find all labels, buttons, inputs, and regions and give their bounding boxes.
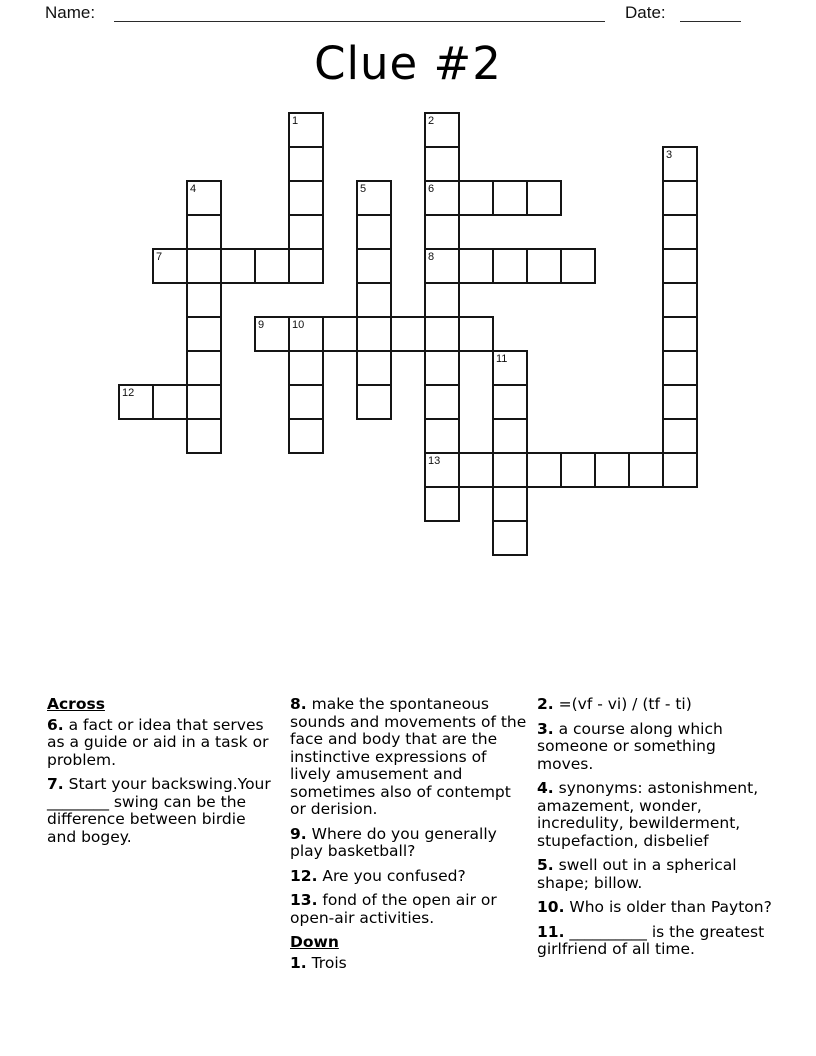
date-blank-line — [680, 21, 741, 22]
clue-item: 6. a fact or idea that serves as a guide or aid in a task or problem. — [47, 715, 269, 769]
grid-cell — [288, 418, 324, 454]
clue-number: 5. — [537, 856, 554, 874]
grid-cell — [662, 282, 698, 318]
grid-cell — [594, 452, 630, 488]
grid-cell — [288, 146, 324, 182]
grid-cell — [492, 452, 528, 488]
grid-cell — [356, 384, 392, 420]
grid-cell — [288, 112, 324, 148]
grid-cell — [356, 248, 392, 284]
grid-cell — [220, 248, 256, 284]
cell-number: 4 — [190, 183, 197, 195]
grid-cell — [424, 316, 460, 352]
clue-item: 3. a course along which someone or something moves. — [537, 719, 723, 773]
page-title: Clue #2 — [314, 37, 502, 90]
grid-cell — [492, 486, 528, 522]
grid-cell — [390, 316, 426, 352]
grid-cell — [356, 316, 392, 352]
grid-cell — [424, 248, 460, 284]
date-label: Date: — [625, 3, 666, 22]
grid-cell — [424, 384, 460, 420]
grid-cell — [662, 350, 698, 386]
grid-cell — [424, 146, 460, 182]
grid-cell — [662, 248, 698, 284]
grid-cell — [628, 452, 664, 488]
clue-item: 5. swell out in a spherical shape; billow. — [537, 856, 737, 892]
grid-cell — [186, 214, 222, 250]
clue-number: 3. — [537, 719, 554, 738]
cell-number: 8 — [428, 251, 435, 263]
grid-cell — [424, 418, 460, 454]
grid-cell — [560, 248, 596, 284]
grid-cell — [492, 350, 528, 386]
clue-number: 4. — [537, 779, 554, 797]
grid-cell — [662, 180, 698, 216]
clue-item: 8. make the spontaneous sounds and movements of the face and body that are the instinctive expressions of lively amusement and sometimes also of contempt or derision. — [290, 695, 527, 818]
cell-number: 11 — [496, 353, 508, 365]
grid-cell — [288, 316, 324, 352]
clue-item: 11. __________ is the greatest girlfriend of all time. — [537, 922, 765, 958]
cell-number: 6 — [428, 183, 435, 195]
grid-cell — [186, 418, 222, 454]
grid-cell — [254, 248, 290, 284]
clue-column — [537, 696, 773, 966]
grid-cell — [662, 418, 698, 454]
grid-cell — [424, 486, 460, 522]
grid-cell — [492, 520, 528, 556]
grid-cell — [152, 248, 188, 284]
grid-cell — [322, 316, 358, 352]
clue-number: 11. — [537, 922, 565, 941]
grid-cell — [492, 180, 528, 216]
clue-section-heading: Down — [290, 933, 339, 951]
grid-cell — [424, 214, 460, 250]
grid-cell — [186, 248, 222, 284]
grid-cell — [526, 180, 562, 216]
grid-cell — [492, 418, 528, 454]
cell-number: 3 — [666, 149, 673, 161]
cell-number: 2 — [428, 115, 435, 127]
clue-column — [290, 696, 528, 979]
grid-cell — [152, 384, 188, 420]
clue-section-heading: Across — [47, 695, 105, 713]
grid-cell — [356, 282, 392, 318]
grid-cell — [492, 248, 528, 284]
grid-cell — [424, 452, 460, 488]
grid-cell — [526, 248, 562, 284]
clue-item: 9. Where do you generally play basketball? — [290, 824, 497, 860]
grid-cell — [424, 180, 460, 216]
clue-item: 1. Trois — [290, 953, 347, 972]
cell-number: 7 — [156, 251, 163, 263]
clue-number: 2. — [537, 695, 554, 713]
grid-cell — [288, 180, 324, 216]
clue-number: 12. — [290, 866, 318, 885]
cell-number: 9 — [258, 319, 265, 331]
clue-number: 13. — [290, 891, 318, 909]
grid-cell — [356, 350, 392, 386]
crossword-grid — [118, 112, 698, 556]
grid-cell — [560, 452, 596, 488]
grid-cell — [356, 180, 392, 216]
grid-cell — [662, 214, 698, 250]
grid-cell — [288, 384, 324, 420]
cell-number: 1 — [292, 115, 299, 127]
name-label: Name: — [45, 3, 96, 22]
grid-cell — [662, 146, 698, 182]
grid-cell — [458, 180, 494, 216]
grid-cell — [118, 384, 154, 420]
grid-cell — [424, 282, 460, 318]
grid-cell — [186, 384, 222, 420]
grid-cell — [186, 180, 222, 216]
grid-cell — [288, 248, 324, 284]
clue-item: 2. =(vf - vi) / (tf - ti) — [537, 695, 692, 713]
grid-cell — [186, 282, 222, 318]
grid-cell — [356, 214, 392, 250]
grid-cell — [186, 350, 222, 386]
cell-number: 13 — [428, 455, 441, 467]
grid-cell — [662, 452, 698, 488]
clue-number: 8. — [290, 695, 307, 713]
clue-item: 7. Start your backswing.Your ________ swing can be the difference between birdie and bogey. — [47, 775, 271, 846]
grid-cell — [458, 452, 494, 488]
clue-item: 4. synonyms: astonishment, amazement, wonder, incredulity, bewilderment, stupefaction, disbelief — [537, 779, 759, 850]
grid-cell — [662, 316, 698, 352]
cell-number: 12 — [122, 387, 135, 399]
cell-number: 10 — [292, 319, 305, 331]
grid-cell — [288, 350, 324, 386]
clue-item: 13. fond of the open air or open-air activities. — [290, 891, 497, 927]
clue-number: 1. — [290, 953, 307, 972]
grid-cell — [288, 214, 324, 250]
clue-number: 6. — [47, 715, 64, 734]
grid-cell — [458, 316, 494, 352]
clue-number: 9. — [290, 824, 307, 843]
grid-cell — [662, 384, 698, 420]
cell-number: 5 — [360, 183, 367, 195]
grid-cell — [254, 316, 290, 352]
grid-cell — [424, 112, 460, 148]
grid-cell — [186, 316, 222, 352]
clue-item: 12. Are you confused? — [290, 866, 466, 885]
clue-number: 10. — [537, 898, 565, 916]
grid-cell — [492, 384, 528, 420]
name-blank-line — [114, 21, 605, 22]
grid-cell — [526, 452, 562, 488]
grid-cell — [458, 248, 494, 284]
clue-column — [47, 696, 279, 853]
grid-cell — [424, 350, 460, 386]
clue-number: 7. — [47, 775, 64, 793]
clue-item: 10. Who is older than Payton? — [537, 898, 772, 916]
